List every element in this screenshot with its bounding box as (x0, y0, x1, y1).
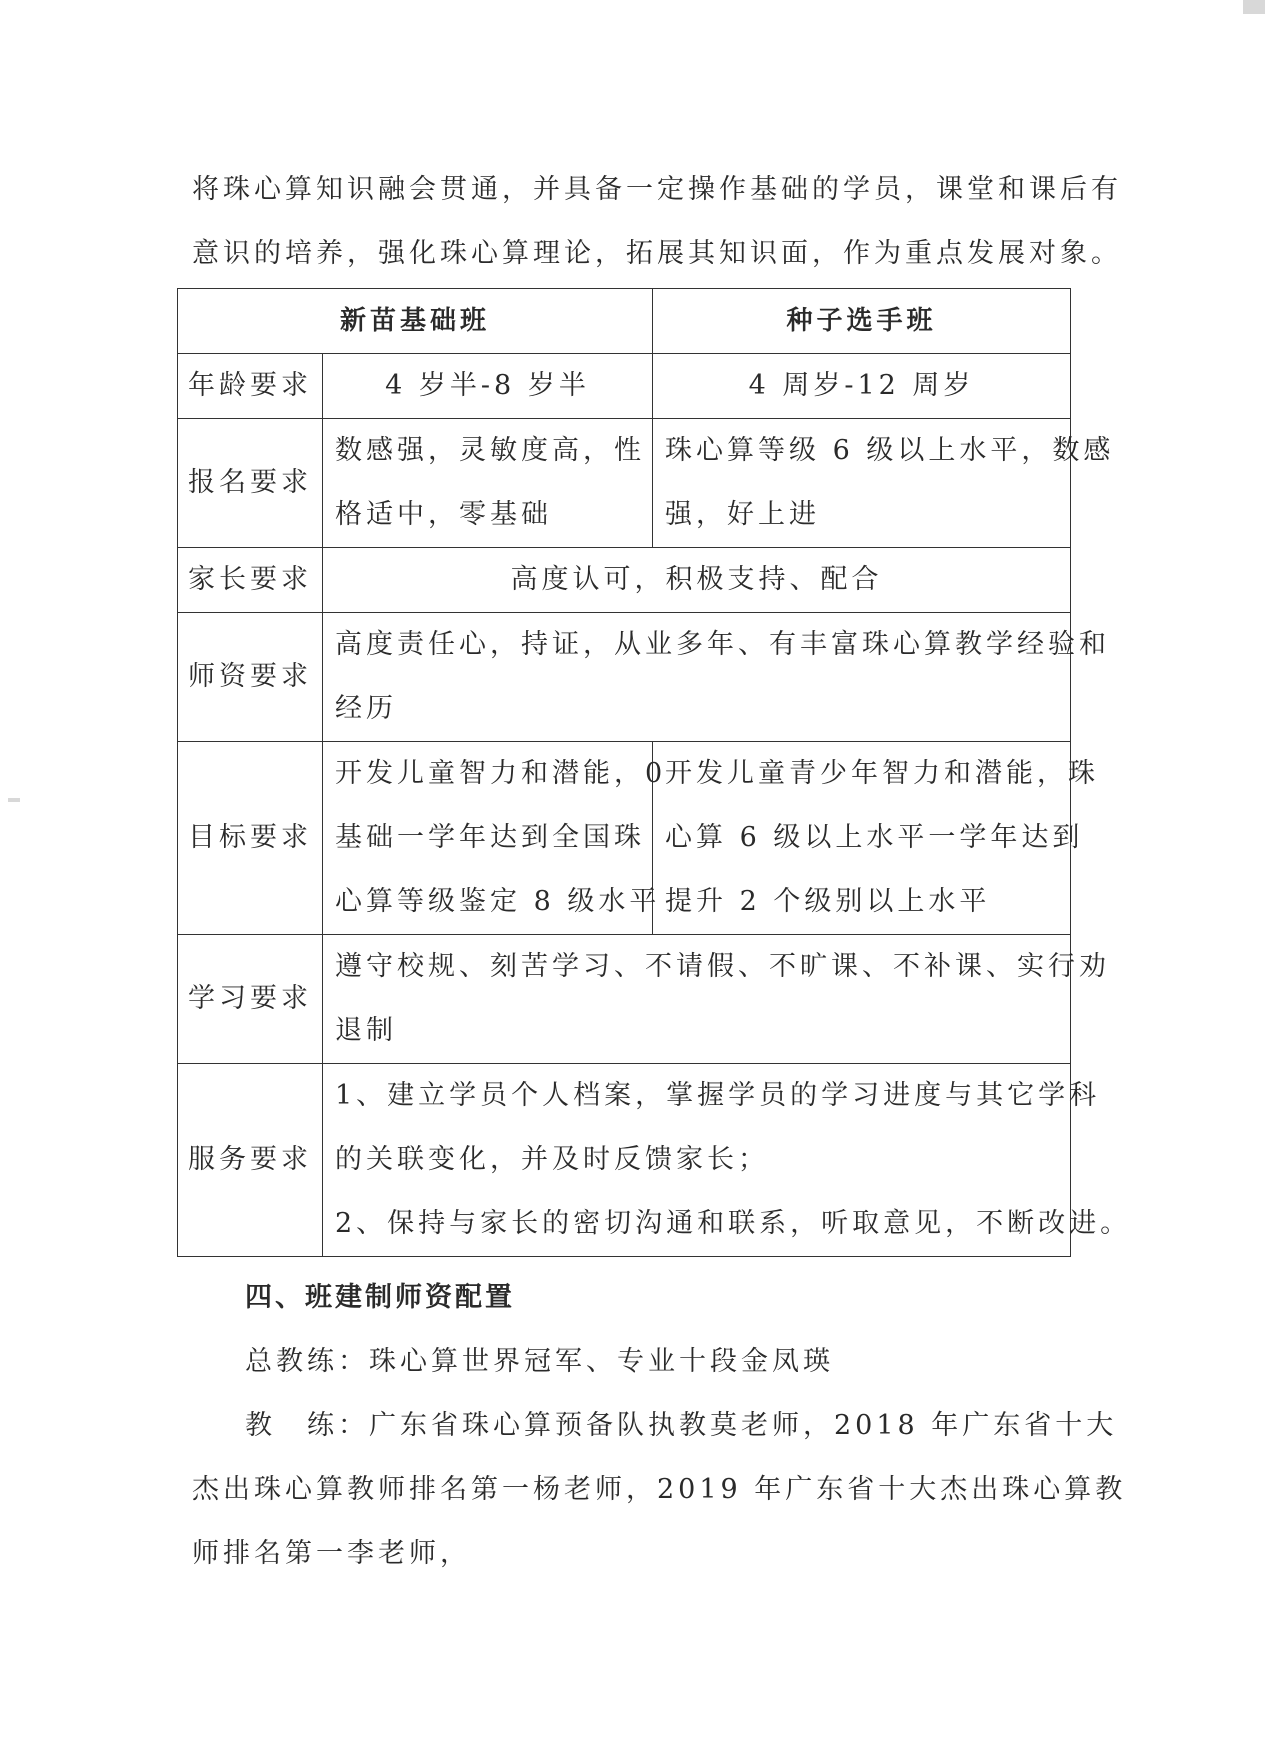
cell-line: 数感强，灵敏度高，性 (335, 435, 645, 466)
cell-line: 强，好上进 (665, 499, 821, 530)
scan-edge-mark (1243, 0, 1265, 14)
row-label: 目标要求 (178, 742, 323, 935)
header-basic-class: 新苗基础班 (178, 289, 653, 354)
signup-seed (653, 419, 1115, 548)
row-label: 学习要求 (178, 935, 323, 1064)
age-seed: 4 周岁-12 周岁 (653, 354, 1071, 419)
goal-seed (653, 742, 1100, 935)
cell-line: 珠心算等级 6 级以上水平，数感 (665, 435, 1115, 466)
cell-line: 经历 (335, 693, 397, 724)
signup-basic (323, 419, 653, 548)
intro-paragraph (192, 158, 1122, 286)
table-row-study (178, 935, 1071, 1064)
teacher-text (323, 613, 1110, 742)
cell-line: 开发儿童智力和潜能，0 (335, 758, 667, 789)
goal-basic (323, 742, 667, 935)
table-row-signup (178, 419, 1071, 548)
row-label: 报名要求 (178, 419, 323, 548)
row-label: 服务要求 (178, 1064, 323, 1257)
head-coach-line: 总教练：珠心算世界冠军、专业十段金凤瑛 (245, 1346, 834, 1377)
cell-line: 退制 (335, 1015, 397, 1046)
row-label: 师资要求 (178, 613, 323, 742)
cell-line: 心算等级鉴定 8 级水平 (335, 886, 661, 917)
coach-line: 教 练：广东省珠心算预备队执教莫老师，2018 年广东省十大 (245, 1410, 1118, 1441)
service-text (323, 1064, 1132, 1257)
header-seed-class: 种子选手班 (653, 289, 1071, 354)
cell-line: 提升 2 个级别以上水平 (665, 886, 991, 917)
cell-line: 2、保持与家长的密切沟通和联系，听取意见，不断改进。 (335, 1208, 1132, 1239)
table-header-row (178, 289, 1071, 354)
coach-line: 师排名第一李老师， (192, 1538, 471, 1569)
table-row-teacher (178, 613, 1071, 742)
intro-line: 意识的培养，强化珠心算理论，拓展其知识面，作为重点发展对象。 (192, 238, 1122, 269)
cell-line: 遵守校规、刻苦学习、不请假、不旷课、不补课、实行劝 (335, 951, 1110, 982)
class-requirements-table (177, 288, 1132, 1257)
cell-line: 格适中，零基础 (335, 499, 552, 530)
cell-line: 心算 6 级以上水平一学年达到 (665, 822, 1084, 853)
cell-line: 高度责任心，持证，从业多年、有丰富珠心算教学经验和 (335, 629, 1110, 660)
cell-line: 1、建立学员个人档案，掌握学员的学习进度与其它学科 (335, 1080, 1101, 1111)
table-row-service (178, 1064, 1071, 1257)
parent-text: 高度认可，积极支持、配合 (323, 548, 1071, 613)
row-label: 家长要求 (178, 548, 323, 613)
cell-line: 开发儿童青少年智力和潜能，珠 (665, 758, 1100, 789)
age-basic: 4 岁半-8 岁半 (323, 354, 653, 419)
coach-line: 杰出珠心算教师排名第一杨老师，2019 年广东省十大杰出珠心算教 (192, 1474, 1127, 1505)
intro-line: 将珠心算知识融会贯通，并具备一定操作基础的学员，课堂和课后有 (192, 174, 1122, 205)
table-row-parent (178, 548, 1071, 613)
study-text (323, 935, 1110, 1064)
scan-edge-mark (8, 798, 20, 802)
cell-line: 基础一学年达到全国珠 (335, 822, 645, 853)
staff-paragraph (192, 1330, 1127, 1586)
section-heading: 四、班建制师资配置 (245, 1282, 515, 1313)
table-row-goal (178, 742, 1071, 935)
table-row-age (178, 354, 1071, 419)
cell-line: 的关联变化，并及时反馈家长； (335, 1144, 769, 1175)
row-label: 年龄要求 (178, 354, 323, 419)
